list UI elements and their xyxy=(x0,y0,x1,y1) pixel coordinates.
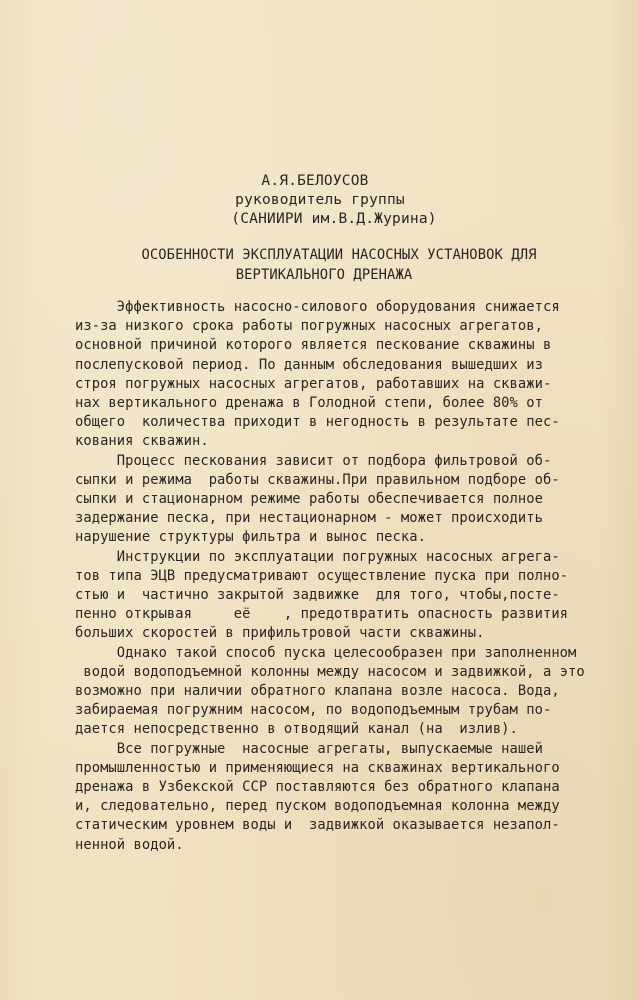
text-line: водой водоподъемной колонны между насосом и задвижкой, а это xyxy=(75,663,585,680)
author-block xyxy=(0,172,638,229)
paragraph xyxy=(75,548,575,644)
author-name: А.Я.БЕЛОУСОВ xyxy=(261,173,369,189)
paragraph xyxy=(75,644,585,740)
text-line: строя погружных насосных агрегатов, работавших на скважи- xyxy=(75,375,552,392)
text-line: дренажа в Узбекской ССР поставляются без обратного клапана xyxy=(75,779,560,796)
author-organization: (САНИИРИ им.В.Д.Журина) xyxy=(231,211,437,227)
text-line: из-за низкого срока работы погружных насосных агрегатов, xyxy=(75,318,543,335)
document-title xyxy=(0,245,638,285)
text-line: нах вертикального дренажа в Голодной степи, более 80% от xyxy=(75,395,543,412)
text-line: забираемая погружним насосом, по водоподъемным трубам по- xyxy=(75,702,552,719)
text-line: общего количества приходит в негодность в результате пес- xyxy=(75,414,560,431)
text-line: Инструкции по эксплуатации погружных насосных агрега- xyxy=(75,548,560,565)
text-line: и, следовательно, перед пуском водоподъемная колонна между xyxy=(75,798,560,815)
author-role: руководитель группы xyxy=(235,192,405,208)
text-line: промышленностью и применяющиеся на скважинах вертикального xyxy=(75,759,560,776)
text-line: послепусковой период. По данным обследования вышедших из xyxy=(75,356,543,373)
text-line: Все погружные насосные агрегаты, выпускаемые нашей xyxy=(75,740,543,757)
paragraph xyxy=(75,452,575,548)
text-line: Однако такой способ пуска целесообразен при заполненном xyxy=(75,644,577,661)
text-line: дается непосредственно в отводящий канал (на излив). xyxy=(75,721,518,738)
text-line: нарушение структуры фильтра и вынос песка. xyxy=(75,529,426,546)
paragraph xyxy=(75,298,575,452)
text-line: Эффективность насосно-силового оборудования снижается xyxy=(75,299,560,315)
title-line-2: ВЕРТИКАЛЬНОГО ДРЕНАЖА xyxy=(235,267,413,283)
text-line: больших скоростей в прифильтровой части скважины. xyxy=(75,625,485,642)
text-line: пенно открывая её , предотвратить опасность развития xyxy=(75,606,569,623)
text-line: тов типа ЭЦВ предусматривают осуществление пуска при полно- xyxy=(75,567,569,584)
text-line: сыпки и стационарном режиме работы обеспечивается полное xyxy=(75,491,543,508)
text-line: стью и частично закрытой задвижке для того, чтобы,посте- xyxy=(75,587,560,604)
text-line: кования скважин. xyxy=(75,433,209,450)
text-line: задержание песка, при нестационарном - может происходить xyxy=(75,510,543,527)
text-line: возможно при наличии обратного клапана возле насоса. Вода, xyxy=(75,683,560,700)
text-line: Процесс пескования зависит от подбора фильтровой об- xyxy=(75,452,552,469)
text-line: сыпки и режима работы скважины.При правильном подборе об- xyxy=(75,471,560,488)
text-line: статическим уровнем воды и задвижкой оказывается незапол- xyxy=(75,817,560,834)
title-line-1: ОСОБЕННОСТИ ЭКСПЛУАТАЦИИ НАСОСНЫХ УСТАНОВОК ДЛЯ xyxy=(141,247,537,263)
paragraph xyxy=(75,740,575,855)
body-text xyxy=(75,298,585,855)
text-line: основной причиной которого является пескование скважины в xyxy=(75,337,552,354)
text-line: ненной водой. xyxy=(75,836,184,853)
